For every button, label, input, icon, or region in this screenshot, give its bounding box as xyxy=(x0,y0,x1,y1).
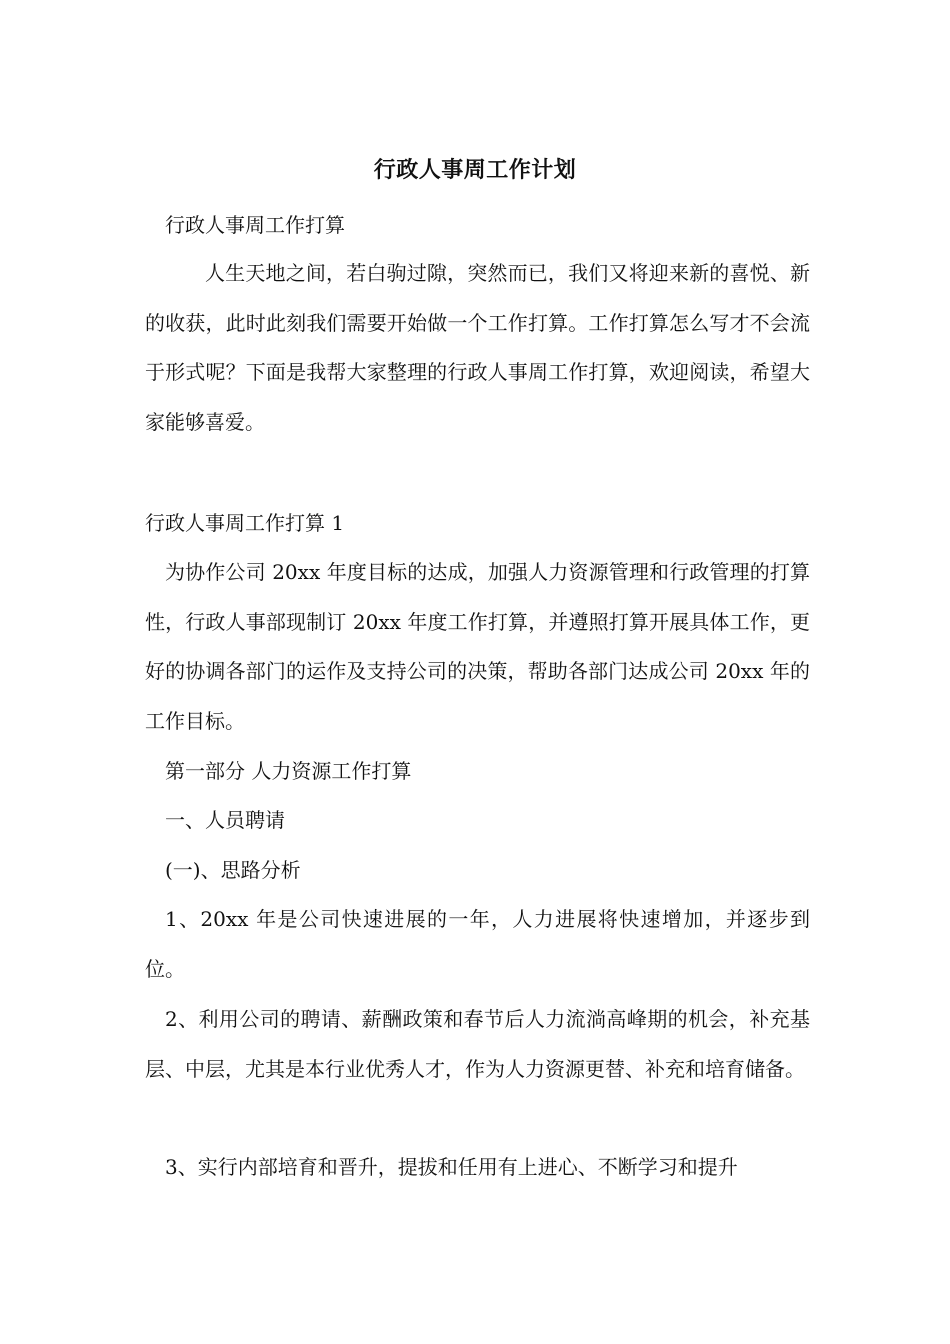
list-item-2: 2、利用公司的聘请、薪酬政策和春节后人力流淌高峰期的机会，补充基层、中层，尤其是本行业优秀人才，作为人力资源更替、补充和培育储备。 xyxy=(145,1007,810,1081)
subsection-analysis-heading: (一)、思路分析 xyxy=(165,858,301,882)
document-title: 行政人事周工作计划 xyxy=(373,157,577,183)
part-one-heading: 第一部分 人力资源工作打算 xyxy=(165,759,412,783)
list-item-1: 1、20xx 年是公司快速进展的一年，人力进展将快速增加，并逐步到位。 xyxy=(145,907,810,981)
list-item-3: 3、实行内部培育和晋升，提拔和任用有上进心、不断学习和提升 xyxy=(165,1155,738,1179)
subtitle-paragraph: 行政人事周工作打算 xyxy=(165,213,345,237)
section-heading-plan-1: 行政人事周工作打算 1 xyxy=(145,511,345,535)
plan-1-body-paragraph: 为协作公司 20xx 年度目标的达成，加强人力资源管理和行政管理的打算性，行政人事部现制订 20xx 年度工作打算，并遵照打算开展具体工作，更好的协调各部门的运作及支持公司的决策，帮助各部门达成公司 20xx 年的工作目标。 xyxy=(145,560,810,733)
section-recruitment-heading: 一、人员聘请 xyxy=(165,808,285,832)
intro-paragraph: 人生天地之间，若白驹过隙，突然而已，我们又将迎来新的喜悦、新的收获，此时此刻我们需要开始做一个工作打算。工作打算怎么写才不会流于形式呢？下面是我帮大家整理的行政人事周工作打算，欢迎阅读，希望大家能够喜爱。 xyxy=(145,261,810,434)
